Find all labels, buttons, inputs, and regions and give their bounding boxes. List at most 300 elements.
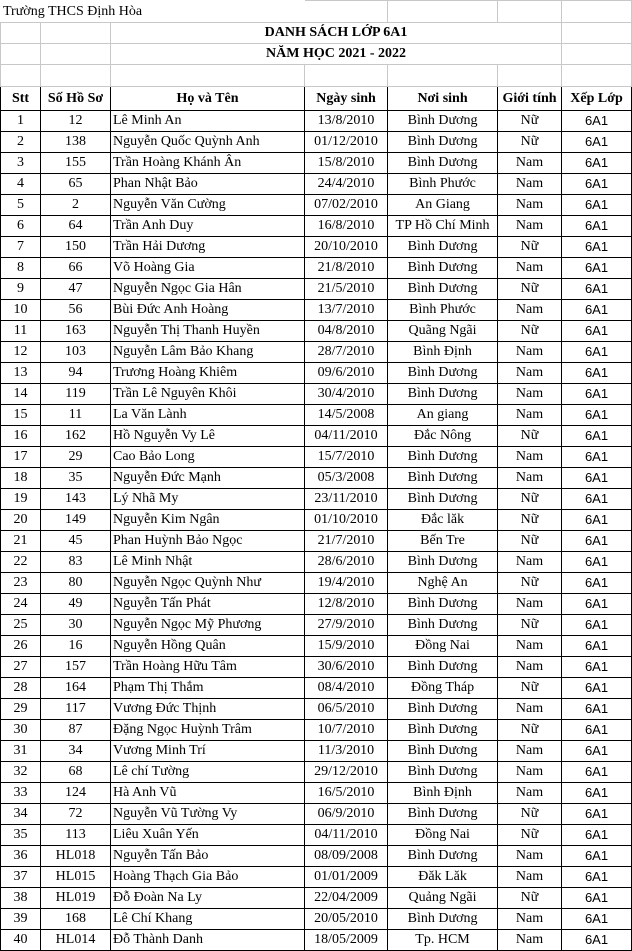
stt-cell: 40 xyxy=(1,930,41,951)
header-birth-date: Ngày sinh xyxy=(305,87,388,111)
stt-cell: 35 xyxy=(1,825,41,846)
header-birth-place: Nơi sinh xyxy=(388,87,498,111)
gender-cell: Nam xyxy=(498,741,562,762)
birth-date-cell: 22/04/2009 xyxy=(305,888,388,909)
birth-date-cell: 01/01/2009 xyxy=(305,867,388,888)
gender-cell: Nữ xyxy=(498,678,562,699)
class-cell: 6A1 xyxy=(562,699,632,720)
class-cell: 6A1 xyxy=(562,909,632,930)
table-row xyxy=(1,195,632,216)
birth-date-cell: 09/6/2010 xyxy=(305,363,388,384)
full-name-cell: Nguyễn Kim Ngân xyxy=(111,510,305,531)
birth-place-cell: Bình Dương xyxy=(388,237,498,258)
birth-place-cell: Bình Dương xyxy=(388,657,498,678)
full-name-cell: Đỗ Đoàn Na Ly xyxy=(111,888,305,909)
table-row xyxy=(1,321,632,342)
birth-place-cell: Bình Dương xyxy=(388,279,498,300)
birth-date-cell: 21/5/2010 xyxy=(305,279,388,300)
class-cell: 6A1 xyxy=(562,531,632,552)
class-cell: 6A1 xyxy=(562,258,632,279)
birth-date-cell: 14/5/2008 xyxy=(305,405,388,426)
profile-no-cell: 34 xyxy=(41,741,111,762)
birth-place-cell: Bình Dương xyxy=(388,111,498,132)
class-cell: 6A1 xyxy=(562,279,632,300)
gender-cell: Nam xyxy=(498,468,562,489)
birth-date-cell: 24/4/2010 xyxy=(305,174,388,195)
full-name-cell: Lê Minh Nhật xyxy=(111,552,305,573)
table-row xyxy=(1,741,632,762)
stt-cell: 30 xyxy=(1,720,41,741)
stt-cell: 5 xyxy=(1,195,41,216)
gender-cell: Nam xyxy=(498,594,562,615)
class-cell: 6A1 xyxy=(562,867,632,888)
birth-date-cell: 01/12/2010 xyxy=(305,132,388,153)
birth-date-cell: 13/7/2010 xyxy=(305,300,388,321)
birth-date-cell: 30/4/2010 xyxy=(305,384,388,405)
table-row xyxy=(1,867,632,888)
table-row xyxy=(1,909,632,930)
gender-cell: Nam xyxy=(498,552,562,573)
birth-date-cell: 04/11/2010 xyxy=(305,825,388,846)
gender-cell: Nam xyxy=(498,762,562,783)
gender-cell: Nam xyxy=(498,657,562,678)
gender-cell: Nữ xyxy=(498,111,562,132)
full-name-cell: Nguyễn Ngọc Quỳnh Như xyxy=(111,573,305,594)
birth-date-cell: 08/09/2008 xyxy=(305,846,388,867)
class-cell: 6A1 xyxy=(562,636,632,657)
class-cell: 6A1 xyxy=(562,321,632,342)
class-cell: 6A1 xyxy=(562,489,632,510)
birth-date-cell: 12/8/2010 xyxy=(305,594,388,615)
class-cell: 6A1 xyxy=(562,825,632,846)
full-name-cell: Nguyễn Tấn Phát xyxy=(111,594,305,615)
birth-date-cell: 15/9/2010 xyxy=(305,636,388,657)
gender-cell: Nam xyxy=(498,405,562,426)
full-name-cell: Nguyễn Vũ Tường Vy xyxy=(111,804,305,825)
birth-date-cell: 15/8/2010 xyxy=(305,153,388,174)
stt-cell: 25 xyxy=(1,615,41,636)
class-cell: 6A1 xyxy=(562,426,632,447)
table-row xyxy=(1,615,632,636)
table-row xyxy=(1,552,632,573)
class-cell: 6A1 xyxy=(562,741,632,762)
full-name-cell: Đỗ Thành Danh xyxy=(111,930,305,951)
stt-cell: 24 xyxy=(1,594,41,615)
birth-date-cell: 28/6/2010 xyxy=(305,552,388,573)
gender-cell: Nam xyxy=(498,153,562,174)
class-cell: 6A1 xyxy=(562,447,632,468)
stt-cell: 17 xyxy=(1,447,41,468)
birth-date-cell: 20/10/2010 xyxy=(305,237,388,258)
gender-cell: Nam xyxy=(498,363,562,384)
full-name-cell: Hoàng Thạch Gia Bảo xyxy=(111,867,305,888)
table-row xyxy=(1,132,632,153)
profile-no-cell: 150 xyxy=(41,237,111,258)
gender-cell: Nữ xyxy=(498,888,562,909)
birth-place-cell: Bình Định xyxy=(388,783,498,804)
header-full-name: Họ và Tên xyxy=(111,87,305,111)
birth-place-cell: Bình Dương xyxy=(388,363,498,384)
stt-cell: 13 xyxy=(1,363,41,384)
gender-cell: Nữ xyxy=(498,510,562,531)
class-cell: 6A1 xyxy=(562,846,632,867)
profile-no-cell: 155 xyxy=(41,153,111,174)
table-row xyxy=(1,636,632,657)
table-row xyxy=(1,447,632,468)
gender-cell: Nam xyxy=(498,384,562,405)
birth-place-cell: Bình Dương xyxy=(388,447,498,468)
gender-cell: Nữ xyxy=(498,132,562,153)
table-row xyxy=(1,531,632,552)
table-row xyxy=(1,573,632,594)
class-cell: 6A1 xyxy=(562,405,632,426)
stt-cell: 4 xyxy=(1,174,41,195)
gender-cell: Nữ xyxy=(498,825,562,846)
stt-cell: 28 xyxy=(1,678,41,699)
gender-cell: Nam xyxy=(498,930,562,951)
table-row xyxy=(1,258,632,279)
birth-place-cell: Đồng Nai xyxy=(388,825,498,846)
stt-cell: 19 xyxy=(1,489,41,510)
profile-no-cell: 163 xyxy=(41,321,111,342)
full-name-cell: Đặng Ngọc Huỳnh Trâm xyxy=(111,720,305,741)
profile-no-cell: 168 xyxy=(41,909,111,930)
table-row xyxy=(1,216,632,237)
birth-date-cell: 13/8/2010 xyxy=(305,111,388,132)
profile-no-cell: 87 xyxy=(41,720,111,741)
class-cell: 6A1 xyxy=(562,930,632,951)
birth-date-cell: 29/12/2010 xyxy=(305,762,388,783)
birth-place-cell: An Giang xyxy=(388,195,498,216)
class-cell: 6A1 xyxy=(562,300,632,321)
birth-place-cell: Bình Dương xyxy=(388,258,498,279)
stt-cell: 1 xyxy=(1,111,41,132)
profile-no-cell: 29 xyxy=(41,447,111,468)
profile-no-cell: 2 xyxy=(41,195,111,216)
full-name-cell: Liêu Xuân Yến xyxy=(111,825,305,846)
gender-cell: Nam xyxy=(498,636,562,657)
birth-place-cell: Bình Dương xyxy=(388,804,498,825)
school-year-title: NĂM HỌC 2021 - 2022 xyxy=(111,44,562,65)
table-row xyxy=(1,888,632,909)
full-name-cell: Trần Hoàng Hữu Tâm xyxy=(111,657,305,678)
profile-no-cell: 72 xyxy=(41,804,111,825)
full-name-cell: Trần Anh Duy xyxy=(111,216,305,237)
profile-no-cell: 47 xyxy=(41,279,111,300)
stt-cell: 14 xyxy=(1,384,41,405)
birth-date-cell: 06/9/2010 xyxy=(305,804,388,825)
birth-date-cell: 18/05/2009 xyxy=(305,930,388,951)
stt-cell: 6 xyxy=(1,216,41,237)
table-row xyxy=(1,699,632,720)
stt-cell: 15 xyxy=(1,405,41,426)
birth-date-cell: 21/7/2010 xyxy=(305,531,388,552)
full-name-cell: Phan Nhật Bảo xyxy=(111,174,305,195)
profile-no-cell: 64 xyxy=(41,216,111,237)
table-row xyxy=(1,720,632,741)
gender-cell: Nam xyxy=(498,699,562,720)
stt-cell: 9 xyxy=(1,279,41,300)
birth-place-cell: Bình Dương xyxy=(388,720,498,741)
class-cell: 6A1 xyxy=(562,174,632,195)
birth-date-cell: 08/4/2010 xyxy=(305,678,388,699)
gender-cell: Nam xyxy=(498,258,562,279)
class-cell: 6A1 xyxy=(562,468,632,489)
birth-date-cell: 05/3/2008 xyxy=(305,468,388,489)
stt-cell: 7 xyxy=(1,237,41,258)
stt-cell: 8 xyxy=(1,258,41,279)
gender-cell: Nam xyxy=(498,342,562,363)
birth-place-cell: Bình Dương xyxy=(388,699,498,720)
birth-place-cell: Bình Dương xyxy=(388,615,498,636)
gender-cell: Nam xyxy=(498,909,562,930)
header-profile-no: Số Hồ Sơ xyxy=(41,87,111,111)
full-name-cell: Nguyễn Đức Mạnh xyxy=(111,468,305,489)
table-row xyxy=(1,174,632,195)
header-class: Xếp Lớp xyxy=(562,87,632,111)
profile-no-cell: 119 xyxy=(41,384,111,405)
class-cell: 6A1 xyxy=(562,783,632,804)
profile-no-cell: 56 xyxy=(41,300,111,321)
table-row xyxy=(1,804,632,825)
birth-place-cell: Bình Dương xyxy=(388,489,498,510)
stt-cell: 11 xyxy=(1,321,41,342)
table-row xyxy=(1,342,632,363)
table-row xyxy=(1,930,632,951)
birth-date-cell: 19/4/2010 xyxy=(305,573,388,594)
school-name: Trường THCS Định Hòa xyxy=(1,1,305,23)
full-name-cell: Nguyễn Tấn Bảo xyxy=(111,846,305,867)
full-name-cell: Nguyễn Hồng Quân xyxy=(111,636,305,657)
profile-no-cell: 94 xyxy=(41,363,111,384)
stt-cell: 2 xyxy=(1,132,41,153)
gender-cell: Nam xyxy=(498,300,562,321)
table-row xyxy=(1,489,632,510)
gender-cell: Nữ xyxy=(498,573,562,594)
birth-place-cell: Bình Dương xyxy=(388,153,498,174)
profile-no-cell: 68 xyxy=(41,762,111,783)
table-row xyxy=(1,846,632,867)
full-name-cell: Nguyễn Thị Thanh Huyền xyxy=(111,321,305,342)
profile-no-cell: 16 xyxy=(41,636,111,657)
birth-place-cell: Bình Định xyxy=(388,342,498,363)
birth-date-cell: 07/02/2010 xyxy=(305,195,388,216)
full-name-cell: Võ Hoàng Gia xyxy=(111,258,305,279)
class-cell: 6A1 xyxy=(562,594,632,615)
birth-date-cell: 10/7/2010 xyxy=(305,720,388,741)
profile-no-cell: 117 xyxy=(41,699,111,720)
stt-cell: 36 xyxy=(1,846,41,867)
profile-no-cell: 103 xyxy=(41,342,111,363)
class-cell: 6A1 xyxy=(562,678,632,699)
birth-date-cell: 16/5/2010 xyxy=(305,783,388,804)
table-row xyxy=(1,510,632,531)
stt-cell: 27 xyxy=(1,657,41,678)
stt-cell: 37 xyxy=(1,867,41,888)
birth-place-cell: An giang xyxy=(388,405,498,426)
full-name-cell: Phạm Thị Thắm xyxy=(111,678,305,699)
table-row xyxy=(1,384,632,405)
birth-date-cell: 06/5/2010 xyxy=(305,699,388,720)
table-row xyxy=(1,363,632,384)
stt-cell: 3 xyxy=(1,153,41,174)
table-row xyxy=(1,405,632,426)
stt-cell: 22 xyxy=(1,552,41,573)
stt-cell: 38 xyxy=(1,888,41,909)
table-row xyxy=(1,657,632,678)
gender-cell: Nữ xyxy=(498,531,562,552)
class-cell: 6A1 xyxy=(562,573,632,594)
table-row xyxy=(1,426,632,447)
profile-no-cell: HL015 xyxy=(41,867,111,888)
table-header-row xyxy=(1,87,632,111)
header-stt: Stt xyxy=(1,87,41,111)
gender-cell: Nữ xyxy=(498,279,562,300)
birth-place-cell: Bình Dương xyxy=(388,594,498,615)
birth-place-cell: Tp. HCM xyxy=(388,930,498,951)
birth-place-cell: Đăk Lăk xyxy=(388,867,498,888)
table-row xyxy=(1,468,632,489)
class-cell: 6A1 xyxy=(562,615,632,636)
profile-no-cell: 65 xyxy=(41,174,111,195)
birth-place-cell: Bình Dương xyxy=(388,384,498,405)
gender-cell: Nam xyxy=(498,783,562,804)
profile-no-cell: 45 xyxy=(41,531,111,552)
birth-date-cell: 04/8/2010 xyxy=(305,321,388,342)
full-name-cell: Lê Chí Khang xyxy=(111,909,305,930)
gender-cell: Nam xyxy=(498,174,562,195)
stt-cell: 34 xyxy=(1,804,41,825)
birth-place-cell: Bình Dương xyxy=(388,762,498,783)
stt-cell: 31 xyxy=(1,741,41,762)
full-name-cell: Trần Hải Dương xyxy=(111,237,305,258)
full-name-cell: Trương Hoàng Khiêm xyxy=(111,363,305,384)
list-title: DANH SÁCH LỚP 6A1 xyxy=(111,23,562,44)
gender-cell: Nam xyxy=(498,846,562,867)
stt-cell: 26 xyxy=(1,636,41,657)
profile-no-cell: HL019 xyxy=(41,888,111,909)
profile-no-cell: 80 xyxy=(41,573,111,594)
full-name-cell: Hà Anh Vũ xyxy=(111,783,305,804)
class-cell: 6A1 xyxy=(562,384,632,405)
stt-cell: 39 xyxy=(1,909,41,930)
gender-cell: Nữ xyxy=(498,321,562,342)
profile-no-cell: HL014 xyxy=(41,930,111,951)
birth-place-cell: Bình Dương xyxy=(388,846,498,867)
profile-no-cell: 162 xyxy=(41,426,111,447)
table-row xyxy=(1,279,632,300)
class-cell: 6A1 xyxy=(562,342,632,363)
class-cell: 6A1 xyxy=(562,888,632,909)
profile-no-cell: 66 xyxy=(41,258,111,279)
profile-no-cell: 35 xyxy=(41,468,111,489)
stt-cell: 29 xyxy=(1,699,41,720)
birth-place-cell: Bình Phước xyxy=(388,300,498,321)
birth-date-cell: 27/9/2010 xyxy=(305,615,388,636)
table-row xyxy=(1,153,632,174)
gender-cell: Nữ xyxy=(498,426,562,447)
birth-date-cell: 21/8/2010 xyxy=(305,258,388,279)
full-name-cell: Lê chí Tường xyxy=(111,762,305,783)
table-row xyxy=(1,678,632,699)
class-cell: 6A1 xyxy=(562,132,632,153)
birth-place-cell: Bình Phước xyxy=(388,174,498,195)
full-name-cell: Nguyễn Lâm Bảo Khang xyxy=(111,342,305,363)
stt-cell: 18 xyxy=(1,468,41,489)
birth-place-cell: Đắc Nông xyxy=(388,426,498,447)
full-name-cell: Hồ Nguyễn Vy Lê xyxy=(111,426,305,447)
birth-place-cell: Quảng Ngãi xyxy=(388,888,498,909)
birth-date-cell: 16/8/2010 xyxy=(305,216,388,237)
full-name-cell: Phan Huỳnh Bảo Ngọc xyxy=(111,531,305,552)
class-cell: 6A1 xyxy=(562,195,632,216)
gender-cell: Nam xyxy=(498,447,562,468)
profile-no-cell: 143 xyxy=(41,489,111,510)
table-row xyxy=(1,237,632,258)
birth-date-cell: 20/05/2010 xyxy=(305,909,388,930)
stt-cell: 21 xyxy=(1,531,41,552)
profile-no-cell: 138 xyxy=(41,132,111,153)
class-cell: 6A1 xyxy=(562,153,632,174)
table-row xyxy=(1,762,632,783)
full-name-cell: Vương Đức Thịnh xyxy=(111,699,305,720)
table-row xyxy=(1,300,632,321)
full-name-cell: La Văn Lành xyxy=(111,405,305,426)
full-name-cell: Trần Lê Nguyên Khôi xyxy=(111,384,305,405)
class-cell: 6A1 xyxy=(562,111,632,132)
gender-cell: Nữ xyxy=(498,489,562,510)
gender-cell: Nam xyxy=(498,216,562,237)
class-cell: 6A1 xyxy=(562,762,632,783)
birth-place-cell: Bình Dương xyxy=(388,552,498,573)
class-cell: 6A1 xyxy=(562,552,632,573)
profile-no-cell: 149 xyxy=(41,510,111,531)
gender-cell: Nữ xyxy=(498,720,562,741)
class-cell: 6A1 xyxy=(562,720,632,741)
birth-place-cell: Đắc lăk xyxy=(388,510,498,531)
profile-no-cell: 30 xyxy=(41,615,111,636)
birth-date-cell: 01/10/2010 xyxy=(305,510,388,531)
birth-date-cell: 15/7/2010 xyxy=(305,447,388,468)
gender-cell: Nữ xyxy=(498,804,562,825)
birth-place-cell: Đồng Nai xyxy=(388,636,498,657)
full-name-cell: Vương Minh Trí xyxy=(111,741,305,762)
table-row xyxy=(1,594,632,615)
profile-no-cell: 113 xyxy=(41,825,111,846)
stt-cell: 32 xyxy=(1,762,41,783)
profile-no-cell: 164 xyxy=(41,678,111,699)
full-name-cell: Cao Bảo Long xyxy=(111,447,305,468)
full-name-cell: Nguyễn Ngọc Mỹ Phương xyxy=(111,615,305,636)
birth-date-cell: 23/11/2010 xyxy=(305,489,388,510)
profile-no-cell: 49 xyxy=(41,594,111,615)
class-cell: 6A1 xyxy=(562,363,632,384)
full-name-cell: Nguyễn Ngọc Gia Hân xyxy=(111,279,305,300)
full-name-cell: Nguyễn Quốc Quỳnh Anh xyxy=(111,132,305,153)
birth-place-cell: Bình Dương xyxy=(388,909,498,930)
birth-place-cell: Bến Tre xyxy=(388,531,498,552)
birth-date-cell: 04/11/2010 xyxy=(305,426,388,447)
birth-date-cell: 30/6/2010 xyxy=(305,657,388,678)
class-cell: 6A1 xyxy=(562,804,632,825)
profile-no-cell: HL018 xyxy=(41,846,111,867)
full-name-cell: Bùi Đức Anh Hoàng xyxy=(111,300,305,321)
birth-place-cell: Bình Dương xyxy=(388,468,498,489)
profile-no-cell: 12 xyxy=(41,111,111,132)
stt-cell: 10 xyxy=(1,300,41,321)
full-name-cell: Nguyễn Văn Cường xyxy=(111,195,305,216)
birth-place-cell: Nghệ An xyxy=(388,573,498,594)
